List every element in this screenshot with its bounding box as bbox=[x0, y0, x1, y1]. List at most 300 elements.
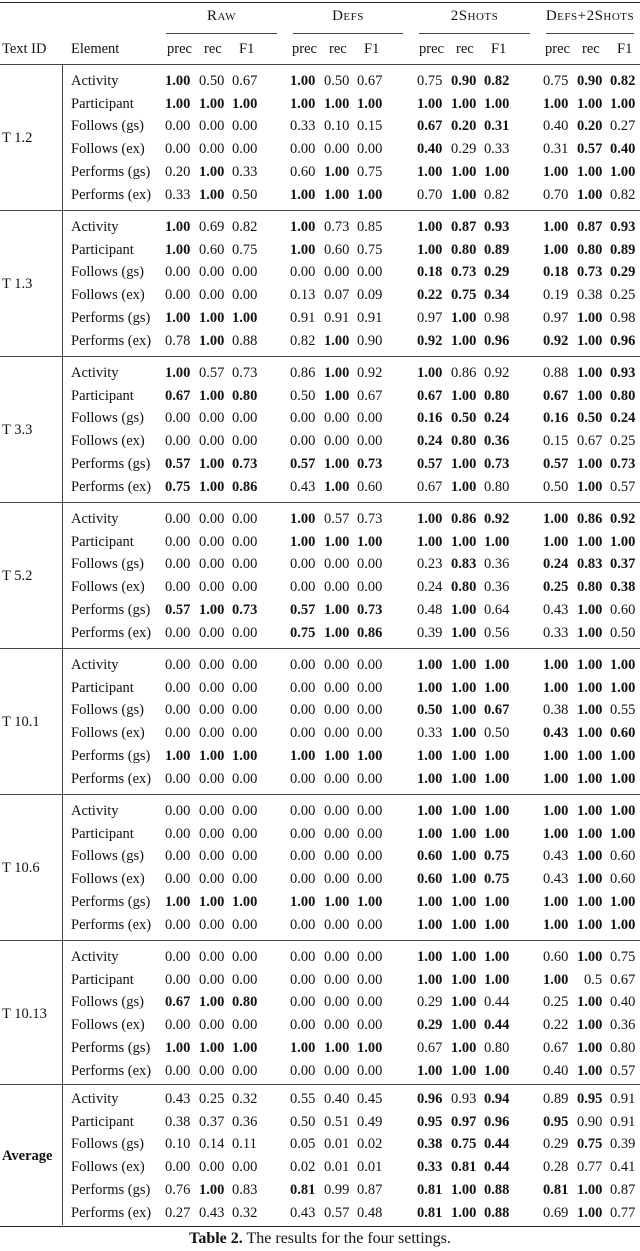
table-row bbox=[0, 532, 640, 555]
metric-value: 0.00 bbox=[165, 624, 191, 641]
metric-value: 0.83 bbox=[232, 1181, 258, 1198]
metric-value: 0.00 bbox=[199, 264, 225, 281]
metric-value: 0.80 bbox=[484, 387, 510, 404]
element-label: Participant bbox=[71, 971, 134, 988]
metric-value: 0.70 bbox=[417, 186, 443, 203]
metric-value: 0.00 bbox=[199, 624, 225, 641]
metric-value: 0.76 bbox=[165, 1181, 191, 1198]
element-label: Follows (ex) bbox=[71, 1159, 145, 1176]
metric-value: 0.00 bbox=[165, 556, 191, 573]
metric-value: 0.00 bbox=[165, 871, 191, 888]
metric-value: 1.00 bbox=[232, 309, 258, 326]
metric-value: 0.13 bbox=[290, 287, 316, 304]
metric-value: 1.00 bbox=[577, 1181, 603, 1198]
metric-value: 0.67 bbox=[417, 1039, 443, 1056]
metric-value: 0.29 bbox=[417, 1017, 443, 1034]
metric-value: 0.00 bbox=[357, 579, 383, 596]
metric-value: 0.91 bbox=[610, 1113, 636, 1130]
metric-value: 1.00 bbox=[199, 601, 225, 618]
group-header: 2Shots bbox=[450, 8, 499, 24]
table-row bbox=[0, 700, 640, 723]
element-label: Performs (ex) bbox=[71, 770, 152, 787]
metric-value: 0.15 bbox=[543, 433, 569, 450]
metric-header: F1 bbox=[364, 41, 380, 57]
header-text-id: Text ID bbox=[2, 41, 47, 57]
metric-value: 0.44 bbox=[484, 1136, 510, 1153]
metric-value: 0.00 bbox=[357, 871, 383, 888]
metric-value: 0.67 bbox=[417, 387, 443, 404]
metric-value: 0.25 bbox=[199, 1091, 225, 1107]
table-row bbox=[0, 655, 640, 678]
metric-value: 0.00 bbox=[290, 433, 316, 450]
metric-value: 0.57 bbox=[324, 1204, 350, 1221]
metric-value: 0.31 bbox=[543, 141, 569, 158]
metric-value: 0.75 bbox=[232, 241, 258, 258]
metric-value: 0.87 bbox=[357, 1181, 383, 1198]
metric-value: 1.00 bbox=[610, 657, 636, 673]
table-row bbox=[0, 71, 640, 94]
metric-value: 0.00 bbox=[232, 679, 258, 696]
element-label: Follows (ex) bbox=[71, 141, 145, 158]
metric-value: 0.22 bbox=[543, 1017, 569, 1034]
metric-value: 0.60 bbox=[199, 241, 225, 258]
metric-value: 1.00 bbox=[451, 770, 477, 787]
metric-value: 1.00 bbox=[199, 747, 225, 764]
metric-value: 1.00 bbox=[451, 994, 477, 1011]
metric-value: 0.67 bbox=[543, 387, 569, 404]
metric-value: 0.00 bbox=[232, 533, 258, 550]
metric-value: 0.00 bbox=[324, 971, 350, 988]
metric-value: 0.60 bbox=[543, 949, 569, 965]
metric-value: 1.00 bbox=[451, 1062, 477, 1079]
metric-value: 0.00 bbox=[199, 141, 225, 158]
metric-value: 0.80 bbox=[577, 579, 603, 596]
metric-value: 1.00 bbox=[324, 533, 350, 550]
table-row bbox=[0, 262, 640, 285]
metric-value: 0.64 bbox=[484, 601, 510, 618]
metric-value: 1.00 bbox=[451, 747, 477, 764]
metric-value: 1.00 bbox=[610, 825, 636, 842]
metric-value: 1.00 bbox=[451, 309, 477, 326]
metric-value: 0.60 bbox=[324, 241, 350, 258]
metric-value: 0.00 bbox=[357, 264, 383, 281]
metric-value: 1.00 bbox=[577, 365, 603, 381]
metric-value: 0.29 bbox=[484, 264, 510, 281]
metric-value: 0.36 bbox=[610, 1017, 636, 1034]
element-label: Performs (ex) bbox=[71, 186, 152, 203]
metric-value: 0.00 bbox=[199, 511, 225, 527]
metric-value: 1.00 bbox=[324, 455, 350, 472]
table-row bbox=[0, 869, 640, 892]
metric-value: 0.73 bbox=[357, 455, 383, 472]
metric-value: 1.00 bbox=[451, 825, 477, 842]
metric-value: 0.00 bbox=[199, 916, 225, 933]
metric-value: 0.55 bbox=[290, 1091, 316, 1107]
table-row bbox=[0, 801, 640, 824]
metric-value: 0.00 bbox=[357, 825, 383, 842]
header-rule bbox=[0, 64, 640, 65]
metric-value: 0.44 bbox=[484, 994, 510, 1011]
table-row bbox=[0, 600, 640, 623]
element-label: Activity bbox=[71, 365, 119, 381]
text-id-label: T 10.6 bbox=[2, 859, 40, 876]
metric-value: 1.00 bbox=[484, 803, 510, 819]
metric-value: 0.40 bbox=[610, 141, 636, 158]
metric-value: 0.89 bbox=[610, 241, 636, 258]
metric-value: 1.00 bbox=[417, 971, 443, 988]
metric-value: 1.00 bbox=[543, 533, 569, 550]
metric-value: 0.00 bbox=[324, 433, 350, 450]
metric-value: 0.93 bbox=[610, 365, 636, 381]
metric-value: 0.67 bbox=[543, 1039, 569, 1056]
metric-value: 0.75 bbox=[451, 1136, 477, 1153]
metric-value: 0.00 bbox=[357, 1017, 383, 1034]
metric-value: 0.67 bbox=[484, 702, 510, 719]
metric-value: 0.36 bbox=[232, 1113, 258, 1130]
metric-value: 1.00 bbox=[484, 533, 510, 550]
table-row bbox=[0, 509, 640, 532]
metric-value: 1.00 bbox=[324, 1039, 350, 1056]
metric-value: 0.00 bbox=[324, 679, 350, 696]
metric-value: 0.00 bbox=[165, 803, 191, 819]
element-label: Follows (gs) bbox=[71, 702, 144, 719]
metric-value: 1.00 bbox=[610, 770, 636, 787]
metric-value: 1.00 bbox=[451, 971, 477, 988]
metric-value: 1.00 bbox=[357, 1039, 383, 1056]
metric-value: 0.16 bbox=[417, 410, 443, 427]
table-row bbox=[0, 454, 640, 477]
metric-value: 0.14 bbox=[199, 1136, 225, 1153]
element-label: Activity bbox=[71, 1091, 119, 1107]
metric-value: 0.00 bbox=[232, 971, 258, 988]
metric-value: 0.95 bbox=[417, 1113, 443, 1130]
metric-value: 0.00 bbox=[232, 264, 258, 281]
metric-value: 1.00 bbox=[451, 455, 477, 472]
metric-value: 0.57 bbox=[165, 601, 191, 618]
section-rule bbox=[0, 356, 640, 357]
metric-value: 0.93 bbox=[451, 1091, 477, 1107]
element-label: Performs (ex) bbox=[71, 624, 152, 641]
metric-value: 1.00 bbox=[577, 387, 603, 404]
metric-value: 0.10 bbox=[324, 118, 350, 135]
metric-value: 1.00 bbox=[451, 949, 477, 965]
metric-value: 1.00 bbox=[577, 624, 603, 641]
metric-value: 1.00 bbox=[543, 219, 569, 235]
metric-value: 1.00 bbox=[290, 511, 316, 527]
metric-value: 0.00 bbox=[232, 657, 258, 673]
metric-value: 0.00 bbox=[324, 556, 350, 573]
element-label: Follows (ex) bbox=[71, 1017, 145, 1034]
element-label: Participant bbox=[71, 1113, 134, 1130]
metric-value: 0.43 bbox=[290, 478, 316, 495]
metric-value: 0.25 bbox=[543, 579, 569, 596]
metric-value: 0.91 bbox=[357, 309, 383, 326]
metric-value: 1.00 bbox=[451, 657, 477, 673]
metric-value: 0.57 bbox=[610, 478, 636, 495]
metric-value: 0.00 bbox=[199, 725, 225, 742]
metric-value: 0.00 bbox=[324, 848, 350, 865]
metric-value: 0.00 bbox=[232, 1159, 258, 1176]
table-row bbox=[0, 1038, 640, 1061]
metric-value: 0.00 bbox=[232, 803, 258, 819]
metric-value: 0.00 bbox=[165, 825, 191, 842]
metric-value: 0.00 bbox=[199, 433, 225, 450]
metric-value: 1.00 bbox=[199, 387, 225, 404]
metric-value: 1.00 bbox=[417, 533, 443, 550]
metric-value: 0.92 bbox=[610, 511, 636, 527]
metric-value: 0.00 bbox=[357, 725, 383, 742]
metric-value: 1.00 bbox=[165, 365, 191, 381]
metric-value: 0.99 bbox=[324, 1181, 350, 1198]
metric-value: 0.50 bbox=[290, 1113, 316, 1130]
metric-value: 0.89 bbox=[543, 1091, 569, 1107]
metric-value: 0.00 bbox=[290, 916, 316, 933]
element-label: Follows (ex) bbox=[71, 433, 145, 450]
metric-value: 1.00 bbox=[324, 601, 350, 618]
metric-value: 1.00 bbox=[199, 95, 225, 112]
metric-value: 0.67 bbox=[577, 433, 603, 450]
metric-value: 1.00 bbox=[165, 73, 191, 89]
element-label: Performs (gs) bbox=[71, 893, 151, 910]
metric-value: 1.00 bbox=[484, 971, 510, 988]
metric-value: 0.00 bbox=[165, 702, 191, 719]
metric-value: 0.60 bbox=[610, 871, 636, 888]
metric-value: 1.00 bbox=[577, 871, 603, 888]
metric-value: 1.00 bbox=[324, 365, 350, 381]
metric-value: 0.00 bbox=[232, 848, 258, 865]
metric-value: 1.00 bbox=[543, 825, 569, 842]
metric-value: 0.00 bbox=[199, 533, 225, 550]
group-underline bbox=[166, 33, 277, 34]
metric-value: 0.75 bbox=[290, 624, 316, 641]
metric-value: 1.00 bbox=[165, 309, 191, 326]
metric-value: 0.00 bbox=[199, 1159, 225, 1176]
metric-value: 0.75 bbox=[610, 949, 636, 965]
metric-value: 1.00 bbox=[577, 601, 603, 618]
metric-value: 0.83 bbox=[451, 556, 477, 573]
metric-value: 0.33 bbox=[165, 186, 191, 203]
metric-value: 1.00 bbox=[577, 1204, 603, 1221]
table-row bbox=[0, 285, 640, 308]
metric-value: 0.00 bbox=[290, 994, 316, 1011]
group-underline bbox=[546, 33, 634, 34]
metric-value: 1.00 bbox=[290, 533, 316, 550]
metric-value: 0.00 bbox=[357, 141, 383, 158]
metric-value: 0.57 bbox=[290, 455, 316, 472]
table-row bbox=[0, 217, 640, 240]
table-row bbox=[0, 94, 640, 117]
metric-value: 0.57 bbox=[577, 141, 603, 158]
element-label: Follows (gs) bbox=[71, 994, 144, 1011]
metric-value: 0.28 bbox=[543, 1159, 569, 1176]
metric-value: 0.34 bbox=[484, 287, 510, 304]
metric-value: 1.00 bbox=[417, 365, 443, 381]
table-row bbox=[0, 185, 640, 208]
table-row bbox=[0, 970, 640, 993]
metric-value: 0.00 bbox=[165, 770, 191, 787]
metric-value: 0.00 bbox=[165, 916, 191, 933]
metric-value: 0.33 bbox=[484, 141, 510, 158]
metric-value: 0.00 bbox=[324, 770, 350, 787]
metric-value: 0.69 bbox=[543, 1204, 569, 1221]
metric-value: 1.00 bbox=[577, 533, 603, 550]
metric-value: 1.00 bbox=[290, 95, 316, 112]
metric-value: 0.40 bbox=[417, 141, 443, 158]
element-label: Performs (gs) bbox=[71, 601, 151, 618]
metric-value: 1.00 bbox=[290, 1039, 316, 1056]
metric-value: 0.00 bbox=[199, 949, 225, 965]
metric-value: 1.00 bbox=[417, 219, 443, 235]
metric-value: 0.57 bbox=[290, 601, 316, 618]
metric-value: 0.73 bbox=[232, 365, 258, 381]
metric-value: 0.75 bbox=[543, 73, 569, 89]
element-label: Performs (ex) bbox=[71, 1204, 152, 1221]
metric-value: 0.18 bbox=[543, 264, 569, 281]
table-row bbox=[0, 308, 640, 331]
metric-value: 1.00 bbox=[543, 770, 569, 787]
metric-value: 1.00 bbox=[417, 163, 443, 180]
metric-value: 1.00 bbox=[451, 679, 477, 696]
metric-value: 0.55 bbox=[610, 702, 636, 719]
metric-value: 1.00 bbox=[451, 332, 477, 349]
metric-value: 0.24 bbox=[417, 579, 443, 596]
metric-value: 0.50 bbox=[199, 73, 225, 89]
table-row bbox=[0, 892, 640, 915]
metric-value: 0.96 bbox=[484, 332, 510, 349]
metric-value: 1.00 bbox=[451, 1204, 477, 1221]
metric-value: 0.00 bbox=[232, 825, 258, 842]
metric-value: 0.00 bbox=[290, 657, 316, 673]
metric-header: F1 bbox=[491, 41, 507, 57]
metric-value: 0.00 bbox=[290, 264, 316, 281]
metric-value: 0.75 bbox=[357, 241, 383, 258]
metric-value: 0.95 bbox=[577, 1091, 603, 1107]
metric-value: 0.00 bbox=[357, 848, 383, 865]
metric-value: 0.80 bbox=[610, 387, 636, 404]
table-row bbox=[0, 386, 640, 409]
metric-value: 0.44 bbox=[484, 1017, 510, 1034]
metric-value: 0.91 bbox=[324, 309, 350, 326]
metric-value: 0.88 bbox=[543, 365, 569, 381]
metric-value: 0.33 bbox=[290, 118, 316, 135]
metric-value: 0.00 bbox=[199, 118, 225, 135]
metric-value: 0.00 bbox=[199, 287, 225, 304]
metric-value: 0.20 bbox=[451, 118, 477, 135]
metric-value: 1.00 bbox=[484, 657, 510, 673]
metric-value: 1.00 bbox=[357, 893, 383, 910]
metric-value: 1.00 bbox=[417, 1062, 443, 1079]
table-row bbox=[0, 1134, 640, 1157]
metric-value: 0.82 bbox=[484, 186, 510, 203]
metric-value: 0.00 bbox=[199, 556, 225, 573]
text-id-label: Average bbox=[2, 1147, 53, 1164]
element-label: Follows (ex) bbox=[71, 287, 145, 304]
metric-value: 1.00 bbox=[484, 825, 510, 842]
table-row bbox=[0, 992, 640, 1015]
metric-value: 1.00 bbox=[543, 803, 569, 819]
metric-value: 0.37 bbox=[199, 1113, 225, 1130]
metric-value: 0.00 bbox=[357, 971, 383, 988]
metric-value: 0.50 bbox=[290, 387, 316, 404]
metric-value: 1.00 bbox=[324, 624, 350, 641]
metric-value: 0.57 bbox=[543, 455, 569, 472]
table-row bbox=[0, 554, 640, 577]
table-row bbox=[0, 824, 640, 847]
metric-value: 0.00 bbox=[232, 579, 258, 596]
element-label: Performs (ex) bbox=[71, 478, 152, 495]
metric-value: 0.00 bbox=[357, 803, 383, 819]
metric-value: 0.56 bbox=[484, 624, 510, 641]
metric-value: 1.00 bbox=[484, 95, 510, 112]
metric-value: 0.92 bbox=[484, 511, 510, 527]
metric-value: 0.82 bbox=[290, 332, 316, 349]
metric-value: 0.80 bbox=[577, 241, 603, 258]
metric-value: 1.00 bbox=[165, 219, 191, 235]
metric-value: 1.00 bbox=[451, 163, 477, 180]
element-label: Participant bbox=[71, 241, 134, 258]
metric-value: 0.73 bbox=[451, 264, 477, 281]
metric-value: 0.00 bbox=[290, 725, 316, 742]
table-row bbox=[0, 1203, 640, 1226]
metric-value: 1.00 bbox=[417, 803, 443, 819]
metric-value: 0.00 bbox=[199, 657, 225, 673]
metric-value: 1.00 bbox=[232, 1039, 258, 1056]
metric-value: 0.00 bbox=[357, 410, 383, 427]
metric-value: 1.00 bbox=[357, 533, 383, 550]
metric-value: 1.00 bbox=[610, 747, 636, 764]
metric-value: 0.40 bbox=[543, 118, 569, 135]
metric-value: 0.00 bbox=[165, 287, 191, 304]
metric-value: 0.00 bbox=[199, 848, 225, 865]
metric-value: 0.80 bbox=[451, 579, 477, 596]
metric-value: 0.00 bbox=[232, 118, 258, 135]
metric-value: 0.90 bbox=[451, 73, 477, 89]
metric-value: 0.00 bbox=[290, 770, 316, 787]
metric-value: 0.86 bbox=[577, 511, 603, 527]
metric-value: 1.00 bbox=[417, 747, 443, 764]
metric-value: 1.00 bbox=[290, 219, 316, 235]
metric-value: 0.23 bbox=[417, 556, 443, 573]
metric-value: 1.00 bbox=[199, 1181, 225, 1198]
metric-value: 0.00 bbox=[165, 1159, 191, 1176]
metric-value: 0.00 bbox=[357, 556, 383, 573]
metric-value: 1.00 bbox=[451, 916, 477, 933]
metric-value: 0.80 bbox=[232, 387, 258, 404]
metric-value: 0.00 bbox=[232, 433, 258, 450]
element-label: Follows (gs) bbox=[71, 264, 144, 281]
metric-value: 1.00 bbox=[543, 657, 569, 673]
metric-value: 0.11 bbox=[232, 1136, 257, 1153]
metric-value: 0.00 bbox=[324, 702, 350, 719]
metric-value: 1.00 bbox=[417, 657, 443, 673]
metric-value: 1.00 bbox=[577, 679, 603, 696]
metric-value: 0.15 bbox=[357, 118, 383, 135]
metric-value: 0.92 bbox=[484, 365, 510, 381]
metric-value: 1.00 bbox=[577, 949, 603, 965]
metric-value: 0.73 bbox=[357, 601, 383, 618]
metric-value: 0.00 bbox=[232, 949, 258, 965]
metric-value: 0.97 bbox=[417, 309, 443, 326]
metric-value: 0.00 bbox=[290, 871, 316, 888]
metric-value: 0.77 bbox=[610, 1204, 636, 1221]
caption-label: Table 2. bbox=[189, 1230, 243, 1247]
metric-value: 0.60 bbox=[417, 848, 443, 865]
table-row bbox=[0, 1157, 640, 1180]
metric-value: 0.00 bbox=[199, 871, 225, 888]
element-label: Follows (gs) bbox=[71, 118, 144, 135]
metric-value: 0.39 bbox=[610, 1136, 636, 1153]
text-id-label: T 3.3 bbox=[2, 421, 33, 438]
